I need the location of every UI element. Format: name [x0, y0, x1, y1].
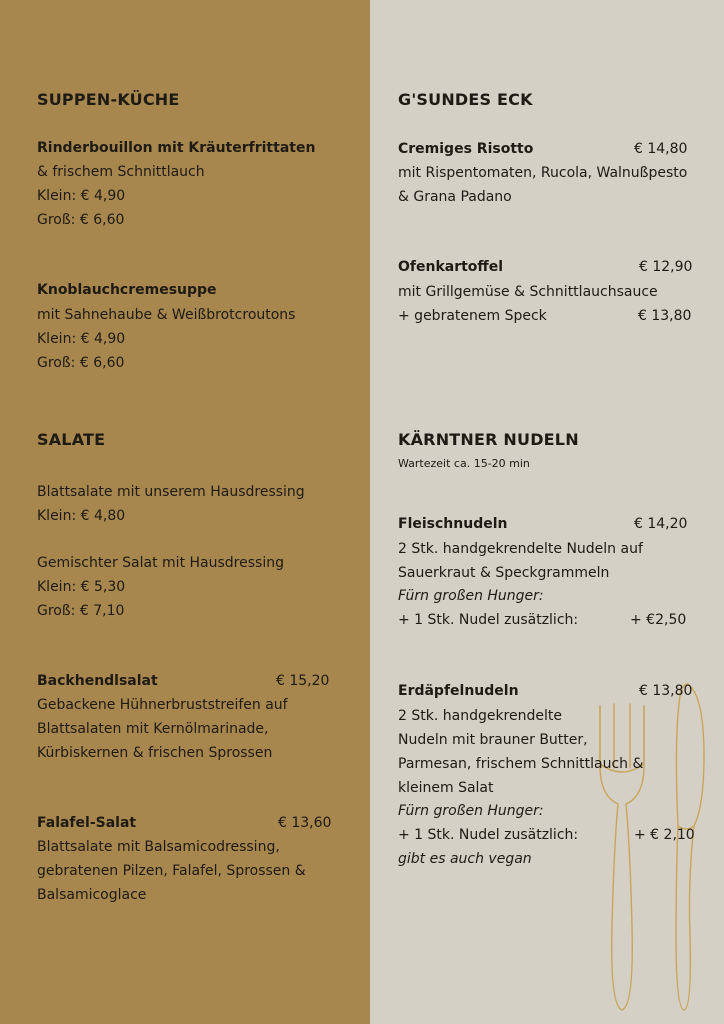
dish-price: € 13,80	[639, 683, 693, 699]
extra-line: + 1 Stk. Nudel zusätzlich:	[398, 612, 579, 628]
dish-desc: Balsamicoglace	[37, 887, 147, 903]
dish-desc: & Grana Padano	[398, 189, 512, 205]
dish-name-erdaepfelnudeln: Erdäpfelnudeln	[398, 683, 519, 699]
dish-price: € 13,60	[278, 815, 332, 831]
section-title-gsund: G'SUNDES ECK	[398, 90, 533, 109]
extra-price: + € 2,10	[634, 827, 695, 843]
dish-desc: mit Sahnehaube & Weißbrotcroutons	[37, 307, 296, 323]
dish-desc: Blattsalate mit unserem Hausdressing	[37, 484, 305, 500]
dish-desc: Nudeln mit brauner Butter,	[398, 732, 588, 748]
dish-desc: Sauerkraut & Speckgrammeln	[398, 565, 610, 581]
hunger-note: Fürn großen Hunger:	[398, 588, 544, 604]
dish-name-rinderbouillon: Rinderbouillon mit Kräuterfrittaten	[37, 140, 316, 156]
section-title-suppen: SUPPEN-KÜCHE	[37, 90, 180, 109]
dish-name-risotto: Cremiges Risotto	[398, 141, 534, 157]
price-klein: Klein: € 4,90	[37, 331, 126, 347]
dish-price: € 15,20	[276, 673, 330, 689]
dish-desc: + gebratenem Speck	[398, 308, 547, 324]
section-title-nudeln: KÄRNTNER NUDELN	[398, 430, 579, 449]
dish-name-knoblauch: Knoblauchcremesuppe	[37, 282, 217, 298]
dish-price: € 13,80	[638, 308, 692, 324]
dish-desc: Kürbiskernen & frischen Sprossen	[37, 745, 273, 761]
dish-desc: Blattsalaten mit Kernölmarinade,	[37, 721, 269, 737]
hunger-note: Fürn großen Hunger:	[398, 803, 544, 819]
dish-desc: mit Grillgemüse & Schnittlauchsauce	[398, 284, 658, 300]
cutlery-icon	[592, 676, 712, 1016]
dish-desc: 2 Stk. handgekrendelte	[398, 708, 562, 724]
price-gross: Groß: € 6,60	[37, 355, 125, 371]
price-gross: Groß: € 6,60	[37, 212, 125, 228]
dish-price: € 12,90	[639, 259, 693, 275]
dish-desc: Gebackene Hühnerbruststreifen auf	[37, 697, 288, 713]
dish-name-ofenkartoffel: Ofenkartoffel	[398, 259, 504, 275]
dish-price: € 14,20	[634, 516, 688, 532]
dish-desc: Blattsalate mit Balsamicodressing,	[37, 839, 280, 855]
extra-line: + 1 Stk. Nudel zusätzlich:	[398, 827, 579, 843]
dish-name-fleischnudeln: Fleischnudeln	[398, 516, 508, 532]
dish-desc: 2 Stk. handgekrendelte Nudeln auf	[398, 541, 643, 557]
dish-desc: & frischem Schnittlauch	[37, 164, 205, 180]
price-klein: Klein: € 4,90	[37, 188, 126, 204]
vegan-note: gibt es auch vegan	[398, 851, 532, 867]
dish-desc: gebratenen Pilzen, Falafel, Sprossen &	[37, 863, 306, 879]
price-klein: Klein: € 5,30	[37, 579, 126, 595]
section-subtitle: Wartezeit ca. 15-20 min	[398, 457, 530, 470]
section-title-salate: SALATE	[37, 430, 106, 449]
dish-price: € 14,80	[634, 141, 688, 157]
dish-name-falafel: Falafel-Salat	[37, 815, 137, 831]
price-gross: Groß: € 7,10	[37, 603, 125, 619]
dish-desc: mit Rispentomaten, Rucola, Walnußpesto	[398, 165, 688, 181]
dish-desc: Gemischter Salat mit Hausdressing	[37, 555, 284, 571]
extra-price: + €2,50	[630, 612, 687, 628]
dish-name-backhendl: Backhendlsalat	[37, 673, 158, 689]
price-klein: Klein: € 4,80	[37, 508, 126, 524]
dish-desc: Parmesan, frischem Schnittlauch &	[398, 756, 644, 772]
dish-desc: kleinem Salat	[398, 780, 494, 796]
